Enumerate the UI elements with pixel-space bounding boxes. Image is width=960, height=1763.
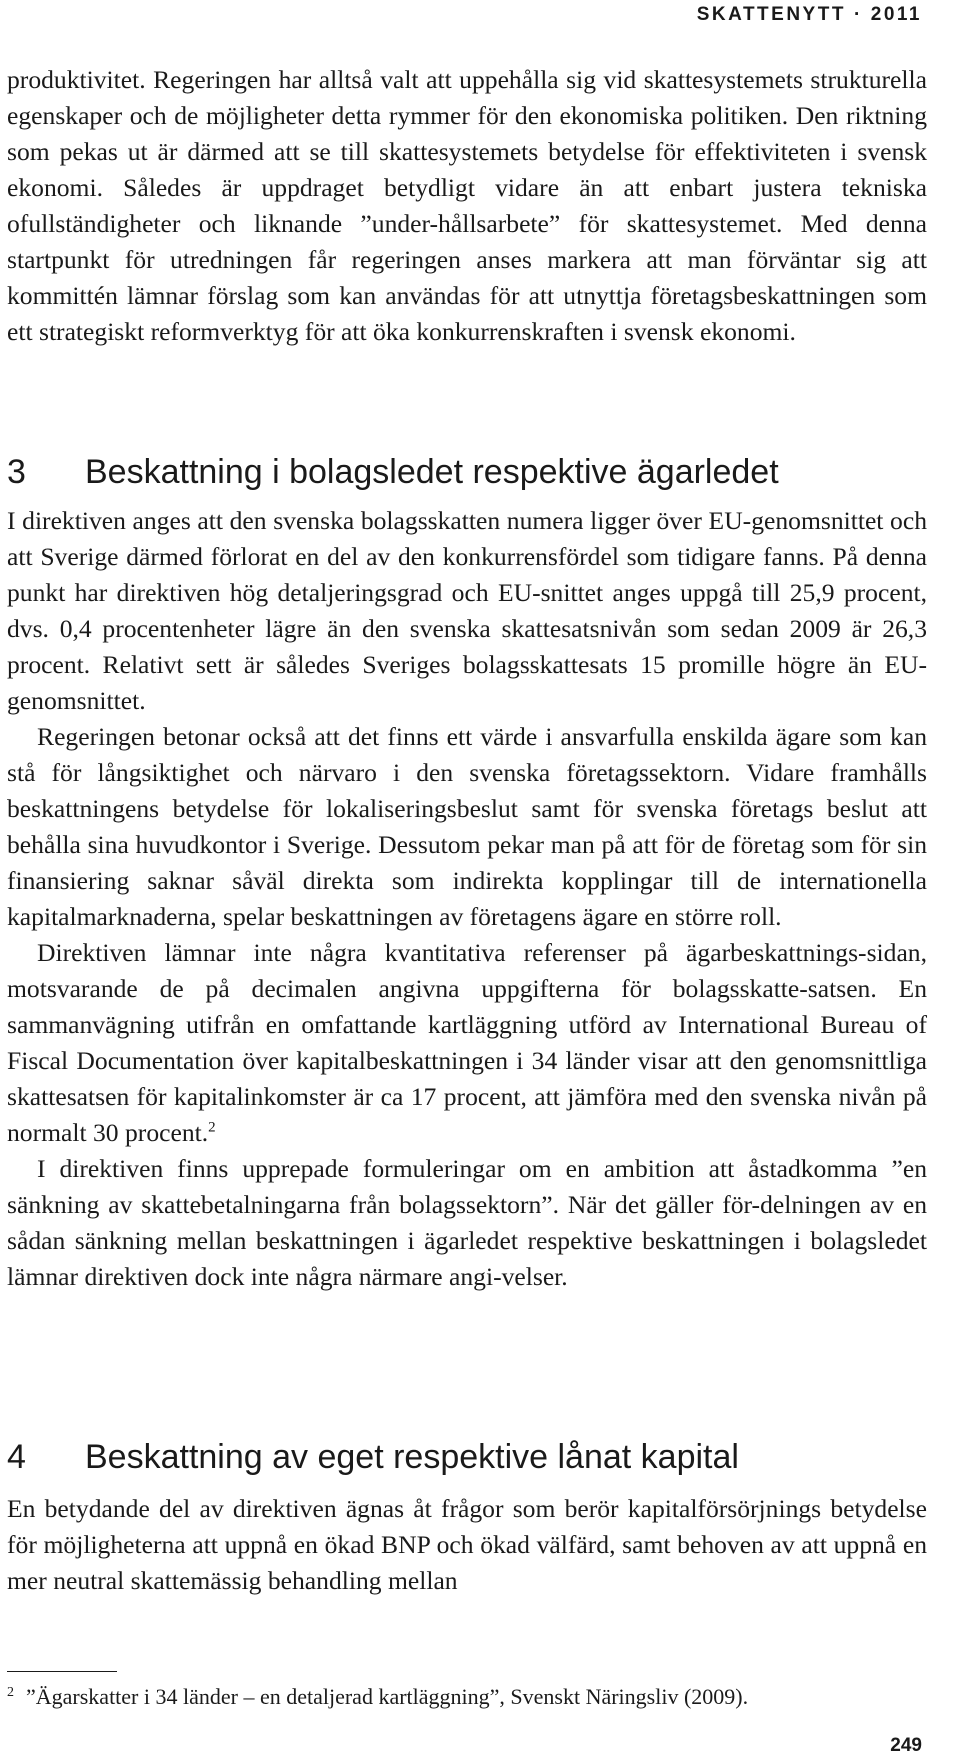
section-4-body	[7, 1491, 927, 1599]
section-4-heading	[7, 1437, 927, 1477]
page-number: 249	[890, 1735, 922, 1756]
paragraph-text: Direktiven lämnar inte några kvantitativa referenser på ägarbeskattnings-sidan, motsvarande de på decimalen angivna uppgifterna för bolagsskatte-satsen. En sammanvägning utifrån en omfattande kartläggning utförd av International Bureau of Fiscal Documentation över kapitalbeskattningen i 34 länder visar att den genomsnittliga skattesatsen för kapitalinkomster är ca 17 procent, att jämföra med den svenska nivån på normalt 30 procent.	[7, 938, 927, 1147]
footnote-divider	[7, 1671, 117, 1672]
section-number: 3	[7, 453, 26, 491]
footnote-mark: 2	[7, 1684, 14, 1700]
header-separator: ·	[853, 4, 863, 25]
section-3-paragraph-2: Regeringen betonar också att det finns ett värde i ansvarfulla enskilda ägare som kan stå för långsiktighet och närvaro i den svenska företagssektorn. Vidare framhålls beskattningens betydelse för lokaliseringsbeslut samt för svenska företags beslut att behålla sina huvudkontor i Sverige. Dessutom pekar man på att för de företag som för sin finansiering saknar såväl direkta som indirekta kopplingar till de internationella kapitalmarknaderna, spelar beskattningen av företagens ägare en större roll.	[7, 722, 927, 931]
section-4-paragraph-1: En betydande del av direktiven ägnas åt frågor som berör kapitalförsörjnings betydelse för möjligheterna att uppnå en ökad BNP och ökad välfärd, samt behoven av att uppnå en mer neutral skattemässig behandling mellan	[7, 1494, 927, 1595]
section-3-paragraph-3	[7, 935, 927, 1151]
section-number: 4	[7, 1438, 26, 1476]
intro-paragraph: produktivitet. Regeringen har alltså valt att uppehålla sig vid skattesystemets strukturella egenskaper och de möjligheter detta rymmer för den ekonomiska politiken. Den riktning som pekas ut är därmed att se till skattesystemets betydelse för effektiviteten i svensk ekonomi. Således är uppdraget betydligt vidare än att enbart justera tekniska ofullständigheter och liknande ”under-hållsarbete” för skattesystemet. Med denna startpunkt för utredningen får regeringen anses markera att man förväntar sig att kommittén lämnar förslag som kan användas för att utnyttja företagsbeskattningen som ett strategiskt reformverktyg för att öka konkurrenskraften i svensk ekonomi.	[7, 65, 927, 346]
publication-name: SKATTENYTT	[696, 4, 846, 25]
section-title: Beskattning av eget respektive lånat kapital	[85, 1438, 739, 1476]
section-3-body	[7, 503, 927, 1295]
section-3-paragraph-1: I direktiven anges att den svenska bolagsskatten numera ligger över EU-genomsnittet och att Sverige därmed förlorat en del av den konkurrensfördel som tidigare fanns. På denna punkt har direktiven hög detaljeringsgrad och EU-snittet anges uppgå till 25,9 procent, dvs. 0,4 procentenheter lägre än den svenska skattesatsnivån som sedan 2009 är 26,3 procent. Relativt sett är således Sveriges bolagsskattesats 15 promille högre än EU-genomsnittet.	[7, 506, 927, 715]
footnote-text: ”Ägarskatter i 34 länder – en detaljerad kartläggning”, Svenskt Näringsliv (2009).	[26, 1684, 749, 1709]
section-3-paragraph-4: I direktiven finns upprepade formuleringar om en ambition att åstadkomma ”en sänkning av skattebetalningarna från bolagssektorn”. När det gäller för-delningen av en sådan sänkning mellan beskattningen i ägarledet respektive beskattningen i bolagsledet lämnar direktiven dock inte några närmare angi-velser.	[7, 1154, 927, 1291]
running-header	[697, 4, 922, 26]
publication-year: 2011	[870, 4, 922, 25]
footnote	[7, 1683, 927, 1711]
footnote-reference[interactable]: 2	[208, 1119, 216, 1136]
section-title: Beskattning i bolagsledet respektive ägarledet	[85, 453, 779, 491]
intro-text-block	[7, 62, 927, 350]
section-3-heading	[7, 452, 927, 492]
